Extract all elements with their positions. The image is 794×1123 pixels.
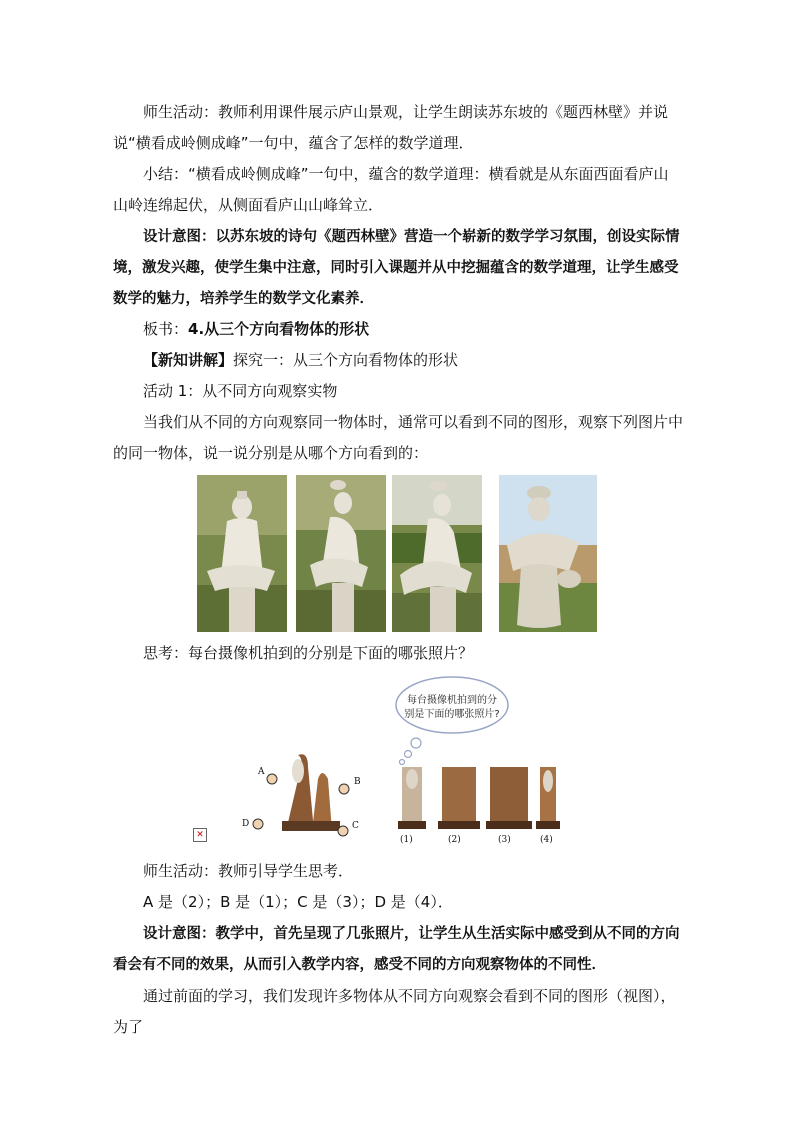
broken-image-icon: ✕ <box>193 828 207 842</box>
summary-paragraph <box>113 159 683 221</box>
design-intent-1 <box>113 221 683 314</box>
photo-number-2: (2) <box>448 835 461 845</box>
summary-text: “横看成岭侧成峰”一句中，蕴含的数学道理：横看就是从东面西面看庐山山岭连绵起伏，从侧面看庐山山峰耸立． <box>113 165 669 214</box>
summary-label: 小结： <box>143 165 189 183</box>
teacher-activity-text: 教师利用课件展示庐山景观，让学生朗读苏东坡的《题西林壁》并说说“横看成岭侧成峰”一句中，蕴含了怎样的数学道理． <box>113 103 669 152</box>
camera-label-d: D <box>242 819 250 829</box>
teacher-activity-2-label: 师生活动： <box>143 862 219 880</box>
answer-text: A 是（2）；B 是（1）；C 是（3）；D 是（4）． <box>143 893 453 911</box>
explore-one-title: 探究一：从三个方向看物体的形状 <box>233 351 459 369</box>
teacher-activity-label: 师生活动： <box>143 103 219 121</box>
board-note <box>113 314 683 345</box>
observe-paragraph <box>113 407 683 469</box>
camera-label-a: A <box>258 767 265 777</box>
statue-photo-back <box>499 475 597 632</box>
camera-label-b: B <box>354 777 361 787</box>
photo-number-1: (1) <box>400 835 413 845</box>
activity-one-text: 活动 1：从不同方向观察实物 <box>143 382 338 400</box>
board-note-title: 4.从三个方向看物体的形状 <box>188 320 370 338</box>
thought-bubble-line-2: 别是下面的哪张照片? <box>404 709 500 720</box>
teacher-activity-1 <box>113 97 683 159</box>
answer-line <box>113 887 683 918</box>
board-note-label: 板书： <box>143 320 189 338</box>
design-intent-2-label: 设计意图： <box>143 925 216 942</box>
photo-number-4: (4) <box>540 835 553 845</box>
new-knowledge-label: 【新知讲解】 <box>143 351 234 369</box>
design-intent-2 <box>113 918 683 980</box>
thought-bubble-line-1: 每台摄像机拍到的分 <box>407 695 497 706</box>
activity-one <box>113 376 683 407</box>
camera-label-c: C <box>352 821 359 831</box>
design-intent-text: 以苏东坡的诗句《题西林壁》营造一个崭新的数学学习氛围，创设实际情境，激发兴趣，使学生集中注意，同时引入课题并从中挖掘蕴含的数学道理，让学生感受数学的魅力，培养学生的数学文化素养． <box>113 228 680 307</box>
photo-number-3: (3) <box>498 835 511 845</box>
observe-text: 当我们从不同的方向观察同一物体时，通常可以看到不同的图形，观察下列图片中的同一物体，说一说分别是从哪个方向看到的： <box>113 413 684 462</box>
camera-figure <box>228 671 566 851</box>
think-text: 思考：每台摄像机拍到的分别是下面的哪张照片？ <box>143 644 474 662</box>
design-intent-2-text: 教学中，首先呈现了几张照片，让学生从生活实际中感受到从不同的方向看会有不同的效果，从而引入教学内容，感受不同的方向观察物体的不同性． <box>113 925 680 973</box>
statue-photo-left-side <box>296 475 386 632</box>
camera-figure-drawing <box>228 671 566 851</box>
statue-photo-front <box>197 475 287 632</box>
closing-paragraph <box>113 981 683 1043</box>
teacher-activity-2 <box>113 856 683 887</box>
think-paragraph <box>113 638 683 669</box>
new-knowledge-heading <box>113 345 683 376</box>
closing-text: 通过前面的学习，我们发现许多物体从不同方向观察会看到不同的图形（视图），为了 <box>113 987 676 1036</box>
design-intent-label: 设计意图： <box>143 228 216 245</box>
statue-photo-right-side <box>392 475 482 632</box>
teacher-activity-2-text: 教师引导学生思考． <box>218 862 354 880</box>
